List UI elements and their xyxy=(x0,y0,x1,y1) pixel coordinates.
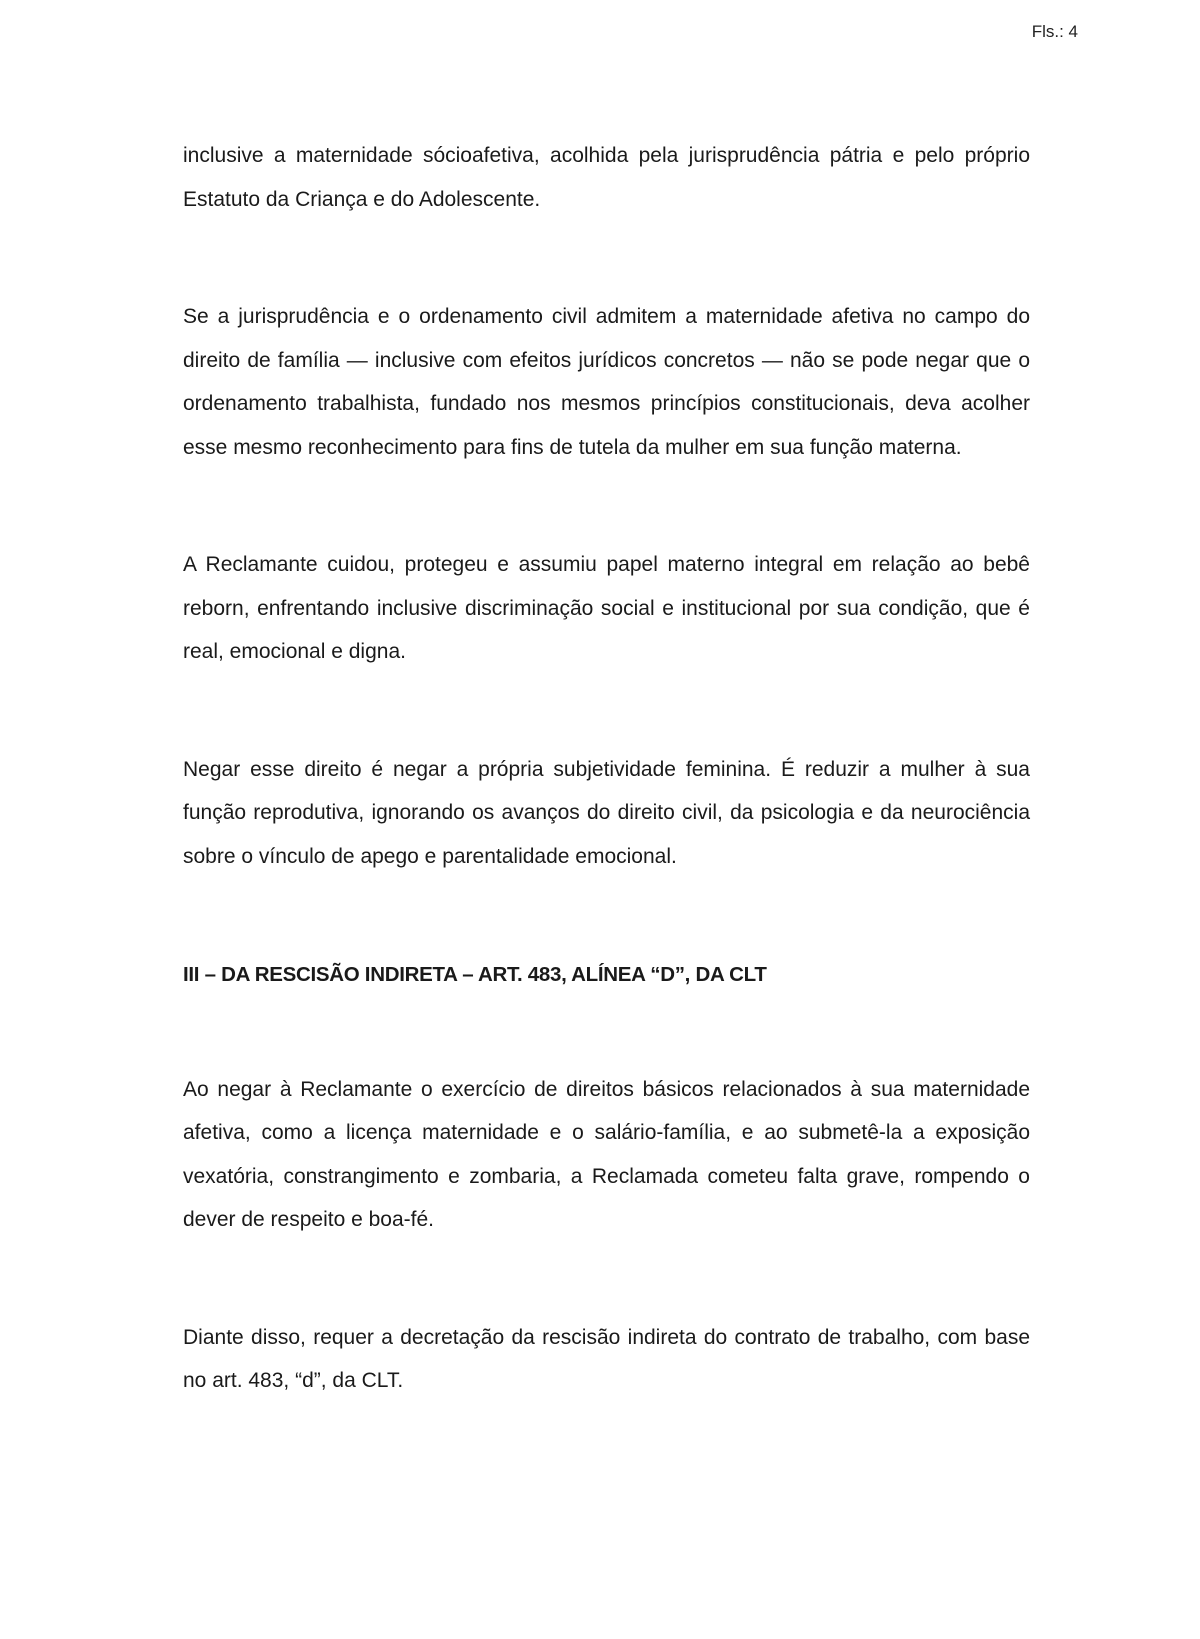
paragraph-negar-direito: Negar esse direito é negar a própria subjetividade feminina. É reduzir a mulher à sua função reprodutiva, ignorando os avanços do direito civil, da psicologia e da neurociência sobre o vínculo de apego e parentalidade emocional. xyxy=(183,757,1030,868)
paragraph-reclamante-cuidou: A Reclamante cuidou, protegeu e assumiu papel materno integral em relação ao bebê reborn, enfrentando inclusive discriminação social e institucional por sua condição, que é real, emocional e digna. xyxy=(183,553,1030,663)
page-number: Fls.: 4 xyxy=(1031,22,1078,41)
section-heading-rescisao-indireta: III – DA RESCISÃO INDIRETA – ART. 483, ALÍNEA “D”, DA CLT xyxy=(183,963,767,986)
document-body xyxy=(183,134,1030,1403)
paragraph-falta-grave: Ao negar à Reclamante o exercício de direitos básicos relacionados à sua maternidade afetiva, como a licença maternidade e o salário-família, e ao submetê-la a exposição vexatória, constrangimento e zombaria, a Reclamada cometeu falta grave, rompendo o dever de respeito e boa-fé. xyxy=(183,1077,1030,1231)
paragraph-maternidade-socioafetiva: inclusive a maternidade sócioafetiva, acolhida pela jurisprudência pátria e pelo próprio Estatuto da Criança e do Adolescente. xyxy=(183,144,1030,211)
paragraph-requerimento: Diante disso, requer a decretação da rescisão indireta do contrato de trabalho, com base no art. 483, “d”, da CLT. xyxy=(183,1325,1030,1392)
paragraph-ordenamento-civil: Se a jurisprudência e o ordenamento civil admitem a maternidade afetiva no campo do direito de família — inclusive com efeitos jurídicos concretos — não se pode negar que o ordenamento trabalhista, fundado nos mesmos princípios constitucionais, deva acolher esse mesmo reconhecimento para fins de tutela da mulher em sua função materna. xyxy=(183,305,1030,459)
